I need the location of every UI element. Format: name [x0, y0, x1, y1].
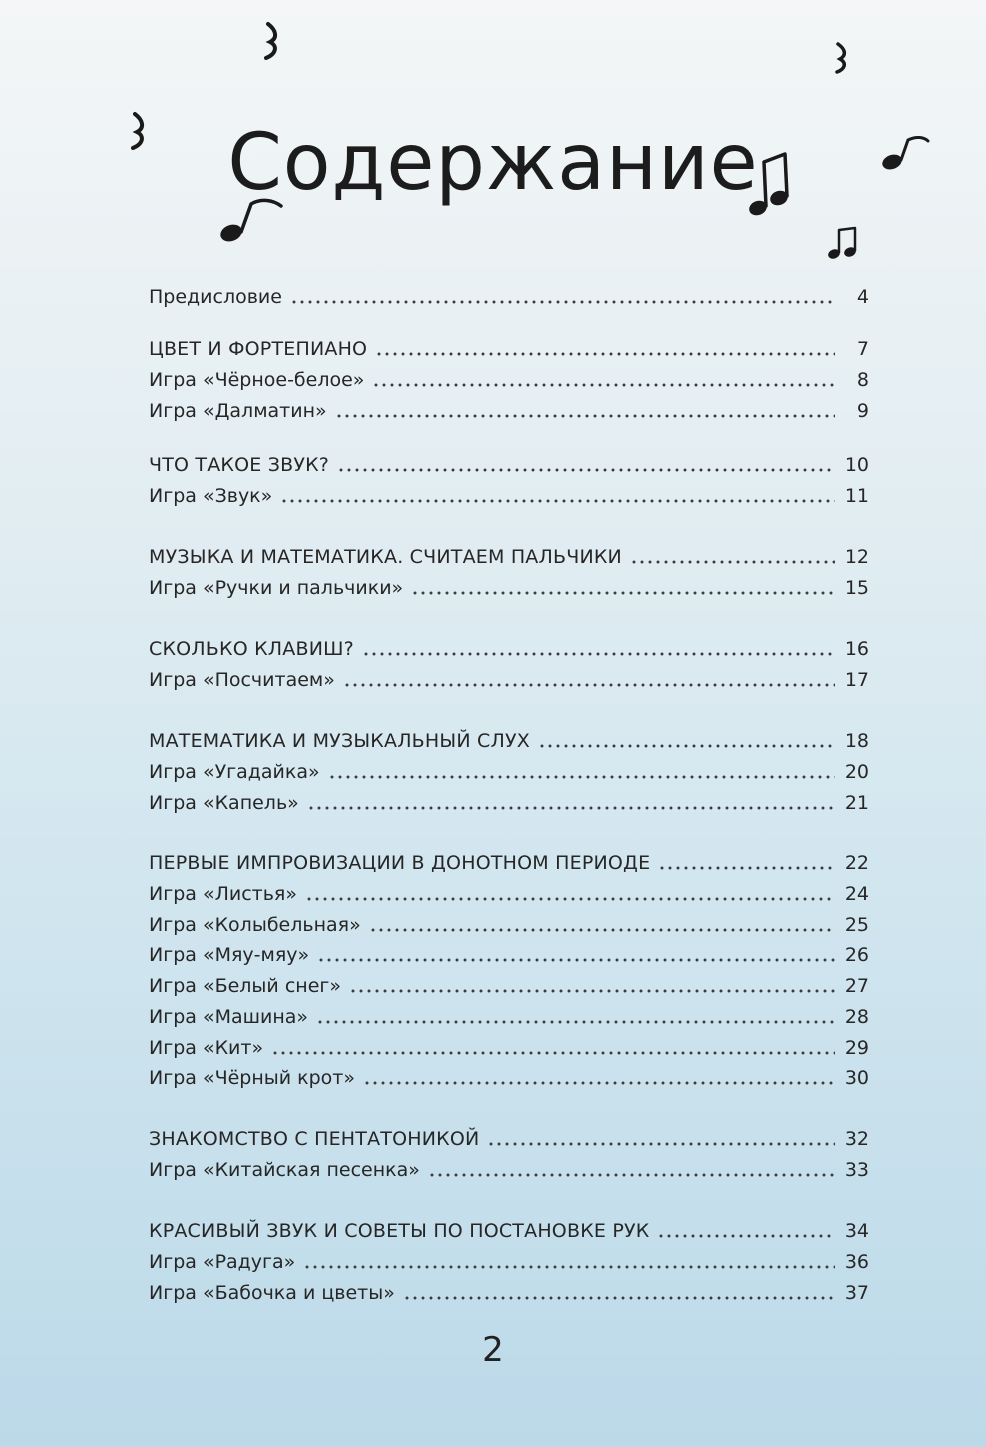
toc-entry-title: Игра «Чёрное-белое»	[149, 369, 365, 391]
toc-entry-title: ЦВЕТ И ФОРТЕПИАНО	[149, 338, 368, 360]
toc-page-number: 29	[844, 1037, 869, 1059]
toc-section-row	[149, 1215, 869, 1243]
dot-leader	[316, 1020, 835, 1024]
toc-page-number: 37	[844, 1282, 869, 1304]
toc-page-number: 28	[844, 1006, 869, 1028]
toc-entry-title: МАТЕМАТИКА И МУЗЫКАЛЬНЫЙ СЛУХ	[149, 730, 530, 752]
toc-page-number: 30	[844, 1067, 869, 1089]
toc-item-row	[149, 281, 869, 309]
dot-leader	[428, 1173, 835, 1177]
toc-item-row	[149, 1277, 869, 1305]
toc-item-row	[149, 909, 869, 937]
toc-entry-title: Игра «Чёрный крот»	[149, 1067, 356, 1089]
toc-entry-title: Игра «Далматин»	[149, 400, 327, 422]
toc-page-number: 16	[844, 638, 869, 660]
toc-page-number: 21	[844, 792, 869, 814]
toc-page-number: 4	[856, 286, 869, 308]
dot-leader	[271, 1051, 835, 1055]
toc-entry-title: МУЗЫКА И МАТЕМАТИКА. СЧИТАЕМ ПАЛЬЧИКИ	[149, 546, 622, 568]
toc-page-number: 18	[844, 730, 869, 752]
toc-page-number: 25	[844, 914, 869, 936]
toc-item-row	[149, 970, 869, 998]
dot-leader	[328, 775, 835, 779]
page-number: 2	[482, 1330, 504, 1370]
toc-item-row	[149, 1032, 869, 1060]
dot-leader	[280, 499, 835, 503]
toc-page-number: 20	[844, 761, 869, 783]
toc-page-number: 33	[844, 1159, 869, 1181]
toc-item-row	[149, 878, 869, 906]
toc-section-row	[149, 333, 869, 361]
toc-item-row	[149, 480, 869, 508]
dot-leader	[317, 958, 835, 962]
toc-entry-title: Игра «Листья»	[149, 883, 297, 905]
dot-leader	[372, 383, 835, 387]
toc-page-number: 11	[844, 485, 869, 507]
toc-entry-title: ПЕРВЫЕ ИМПРОВИЗАЦИИ В ДОНОТНОМ ПЕРИОДЕ	[149, 852, 651, 874]
toc-entry-title: Игра «Посчитаем»	[149, 669, 335, 691]
dot-leader	[411, 591, 835, 595]
toc-page-number: 32	[844, 1128, 869, 1150]
toc-section-row	[149, 541, 869, 569]
page-title: Содержание	[227, 118, 759, 208]
toc-entry-title: Игра «Радуга»	[149, 1251, 296, 1273]
toc-item-row	[149, 572, 869, 600]
toc-item-row	[149, 1246, 869, 1274]
dot-leader	[658, 866, 835, 870]
toc-item-row	[149, 787, 869, 815]
toc-entry-title: Игра «Угадайка»	[149, 761, 320, 783]
dot-leader	[305, 897, 835, 901]
toc-page-number: 36	[844, 1251, 869, 1273]
dot-leader	[349, 989, 835, 993]
dot-leader	[343, 683, 835, 687]
toc-section-row	[149, 449, 869, 477]
toc-entry-title: Игра «Машина»	[149, 1006, 309, 1028]
toc-section-row	[149, 725, 869, 753]
toc-entry-title: Игра «Белый снег»	[149, 975, 341, 997]
toc-item-row	[149, 664, 869, 692]
toc-entry-title: КРАСИВЫЙ ЗВУК И СОВЕТЫ ПО ПОСТАНОВКЕ РУК	[149, 1220, 650, 1242]
dot-leader	[375, 352, 835, 356]
dot-leader	[303, 1265, 835, 1269]
toc-item-row	[149, 939, 869, 967]
toc-entry-title: Игра «Бабочка и цветы»	[149, 1282, 395, 1304]
dot-leader	[369, 928, 835, 932]
dot-leader	[363, 1081, 835, 1085]
dot-leader	[307, 806, 835, 810]
toc-item-row	[149, 364, 869, 392]
dot-leader	[487, 1142, 835, 1146]
toc-entry-title: Игра «Колыбельная»	[149, 914, 361, 936]
toc-entry-title: Игра «Кит»	[149, 1037, 264, 1059]
toc-entry-title: ЗНАКОМСТВО С ПЕНТАТОНИКОЙ	[149, 1128, 480, 1150]
toc-entry-title: Игра «Звук»	[149, 485, 273, 507]
dot-leader	[337, 468, 835, 472]
toc-section-row	[149, 633, 869, 661]
toc-entry-title: Игра «Китайская песенка»	[149, 1159, 420, 1181]
toc-page-number: 26	[844, 944, 869, 966]
toc-entry-title: СКОЛЬКО КЛАВИШ?	[149, 638, 354, 660]
dot-leader	[362, 652, 835, 656]
music-note-icon	[830, 40, 854, 76]
toc-page-number: 34	[844, 1220, 869, 1242]
toc-page-number: 7	[856, 338, 869, 360]
toc-page-number: 15	[844, 577, 869, 599]
toc-item-row	[149, 1001, 869, 1029]
toc-item-row	[149, 1154, 869, 1182]
dot-leader	[290, 300, 835, 304]
toc-section-row	[149, 1123, 869, 1151]
toc-page-number: 10	[844, 454, 869, 476]
dot-leader	[403, 1296, 835, 1300]
toc-page-number: 22	[844, 852, 869, 874]
dot-leader	[657, 1234, 835, 1238]
dot-leader	[335, 414, 835, 418]
music-note-icon	[258, 20, 286, 62]
toc-page-number: 8	[856, 369, 869, 391]
toc-entry-title: Предисловие	[149, 286, 282, 308]
toc-entry-title: Игра «Капель»	[149, 792, 299, 814]
toc-page-number: 9	[856, 400, 869, 422]
dot-leader	[538, 744, 835, 748]
toc-item-row	[149, 756, 869, 784]
toc-section-row	[149, 847, 869, 875]
toc-entry-title: Игра «Мяу-мяу»	[149, 944, 310, 966]
toc-item-row	[149, 1062, 869, 1090]
toc-page-number: 27	[844, 975, 869, 997]
beamed-notes-icon	[826, 222, 862, 262]
toc-page-number: 17	[844, 669, 869, 691]
toc-entry-title: ЧТО ТАКОЕ ЗВУК?	[149, 454, 330, 476]
toc-page-number: 12	[844, 546, 869, 568]
dot-leader	[630, 560, 835, 564]
toc-page-number: 24	[844, 883, 869, 905]
toc-entry-title: Игра «Ручки и пальчики»	[149, 577, 404, 599]
toc-item-row	[149, 395, 869, 423]
